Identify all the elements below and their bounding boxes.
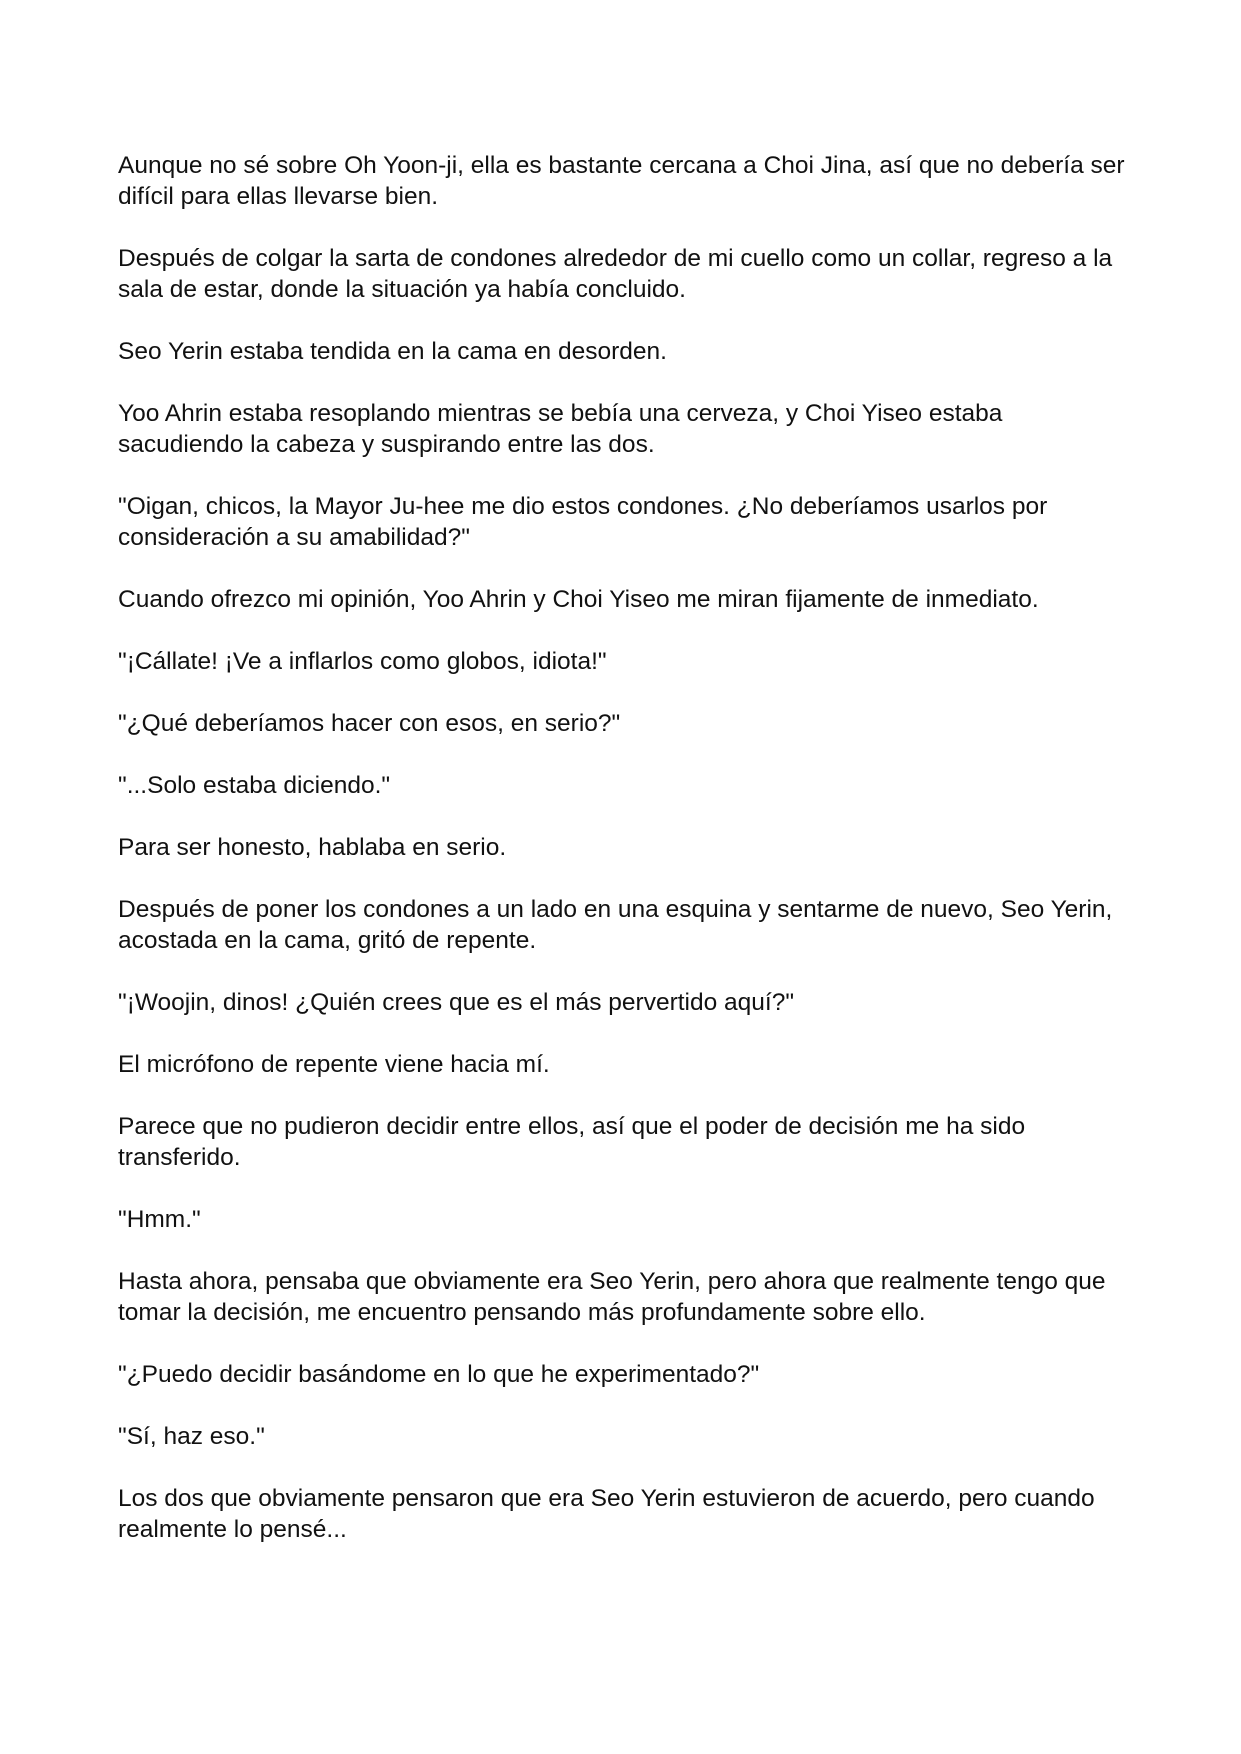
paragraph: "¡Woojin, dinos! ¿Quién crees que es el más pervertido aquí?" bbox=[118, 989, 795, 1016]
paragraph: Los dos que obviamente pensaron que era Seo Yerin estuvieron de acuerdo, pero cuando realmente lo pensé... bbox=[118, 1485, 1095, 1543]
paragraph: El micrófono de repente viene hacia mí. bbox=[118, 1051, 550, 1078]
paragraph: "Sí, haz eso." bbox=[118, 1423, 265, 1450]
paragraph: Yoo Ahrin estaba resoplando mientras se bebía una cerveza, y Choi Yiseo estaba sacudiendo la cabeza y suspirando entre las dos. bbox=[118, 400, 1003, 458]
paragraph: Hasta ahora, pensaba que obviamente era Seo Yerin, pero ahora que realmente tengo que tomar la decisión, me encuentro pensando más profundamente sobre ello. bbox=[118, 1268, 1106, 1326]
paragraph: "...Solo estaba diciendo." bbox=[118, 772, 391, 799]
document-body bbox=[118, 150, 1128, 1576]
paragraph: "¿Qué deberíamos hacer con esos, en serio?" bbox=[118, 710, 621, 737]
paragraph: Después de poner los condones a un lado en una esquina y sentarme de nuevo, Seo Yerin, acostada en la cama, gritó de repente. bbox=[118, 896, 1113, 954]
paragraph: Parece que no pudieron decidir entre ellos, así que el poder de decisión me ha sido transferido. bbox=[118, 1113, 1026, 1171]
paragraph: Aunque no sé sobre Oh Yoon-ji, ella es bastante cercana a Choi Jina, así que no debería ser difícil para ellas llevarse bien. bbox=[118, 152, 1125, 210]
paragraph: Seo Yerin estaba tendida en la cama en desorden. bbox=[118, 338, 667, 365]
paragraph: Para ser honesto, hablaba en serio. bbox=[118, 834, 507, 861]
paragraph: Después de colgar la sarta de condones alrededor de mi cuello como un collar, regreso a la sala de estar, donde la situación ya había concluido. bbox=[118, 245, 1113, 303]
paragraph: "Hmm." bbox=[118, 1206, 201, 1233]
paragraph: Cuando ofrezco mi opinión, Yoo Ahrin y Choi Yiseo me miran fijamente de inmediato. bbox=[118, 586, 1039, 613]
paragraph: "¿Puedo decidir basándome en lo que he experimentado?" bbox=[118, 1361, 760, 1388]
paragraph: "¡Cállate! ¡Ve a inflarlos como globos, idiota!" bbox=[118, 648, 607, 675]
paragraph: "Oigan, chicos, la Mayor Ju-hee me dio estos condones. ¿No deberíamos usarlos por consideración a su amabilidad?" bbox=[118, 493, 1048, 551]
